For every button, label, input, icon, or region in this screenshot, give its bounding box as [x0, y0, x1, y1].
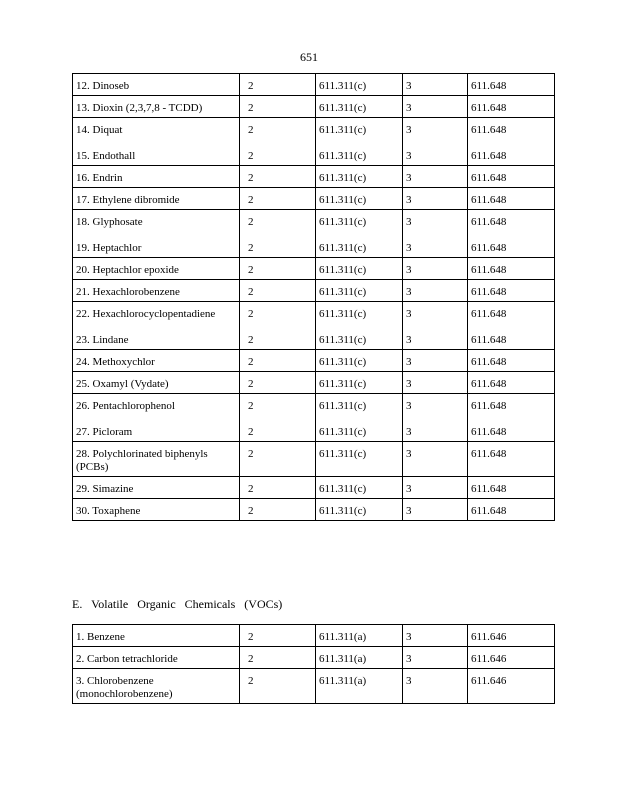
table-cell [240, 669, 316, 704]
cell-col4: 3 [406, 448, 412, 460]
cell-col4: 3 [406, 150, 412, 162]
table-cell [468, 499, 555, 521]
cell-col3: 611.311(c) [319, 505, 367, 517]
table-cell [240, 74, 316, 96]
table-cell [316, 210, 403, 258]
table-cell [403, 210, 468, 258]
table-row [73, 302, 555, 350]
table-row [73, 258, 555, 280]
cell-col4: 3 [406, 505, 412, 517]
section-e-heading: E. Volatile Organic Chemicals (VOCs) [72, 597, 283, 611]
table-cell [73, 118, 240, 166]
cell-col2: 2 [248, 356, 254, 368]
contaminant-name: 13. Dioxin (2,3,7,8 - TCDD) [76, 102, 203, 114]
cell-col4: 3 [406, 400, 412, 412]
cell-col5: 611.648 [471, 308, 507, 320]
contaminant-name: 20. Heptachlor epoxide [76, 264, 179, 276]
contaminant-table-voc [72, 624, 555, 704]
cell-col3: 611.311(c) [319, 264, 367, 276]
table-cell [316, 74, 403, 96]
contaminant-name: 22. Hexachlorocyclopentadiene [76, 308, 216, 320]
contaminant-name: 18. Glyphosate [76, 216, 143, 228]
table-row [73, 118, 555, 166]
table-cell [403, 74, 468, 96]
cell-col3: 611.311(c) [319, 308, 367, 320]
table-cell [240, 372, 316, 394]
cell-col5: 611.648 [471, 124, 507, 136]
table-row [73, 647, 555, 669]
table-cell [73, 477, 240, 499]
table-cell [73, 74, 240, 96]
cell-col3: 611.311(c) [319, 356, 367, 368]
table-row [73, 394, 555, 442]
table-cell [468, 258, 555, 280]
table-cell [468, 350, 555, 372]
table-cell [403, 188, 468, 210]
cell-col4: 3 [406, 80, 412, 92]
table-cell [73, 96, 240, 118]
table-cell [468, 280, 555, 302]
contaminant-name: 28. Polychlorinated biphenyls (PCBs) [76, 448, 208, 473]
table-cell [73, 210, 240, 258]
table-cell [468, 669, 555, 704]
table-cell [403, 499, 468, 521]
table-cell [403, 166, 468, 188]
cell-col2: 2 [248, 150, 254, 162]
table-cell [468, 96, 555, 118]
cell-col2: 2 [248, 400, 254, 412]
table-row [73, 210, 555, 258]
table-cell [316, 442, 403, 477]
cell-col2: 2 [248, 631, 254, 643]
cell-col2: 2 [248, 264, 254, 276]
contaminant-name: 1. Benzene [76, 631, 125, 643]
table-cell [316, 669, 403, 704]
table-cell [73, 258, 240, 280]
table-row [73, 372, 555, 394]
table-cell [240, 166, 316, 188]
table-cell [403, 477, 468, 499]
cell-col5: 611.648 [471, 448, 507, 460]
table-row [73, 280, 555, 302]
cell-col3: 611.311(c) [319, 124, 367, 136]
cell-col4: 3 [406, 653, 412, 665]
cell-col3: 611.311(c) [319, 80, 367, 92]
table-row [73, 350, 555, 372]
cell-col5: 611.648 [471, 264, 507, 276]
cell-col2: 2 [248, 286, 254, 298]
cell-col3: 611.311(c) [319, 172, 367, 184]
cell-col4: 3 [406, 102, 412, 114]
table-cell [240, 118, 316, 166]
table-cell [240, 96, 316, 118]
table-cell [316, 394, 403, 442]
cell-col5: 611.648 [471, 242, 507, 254]
table-cell [73, 394, 240, 442]
table-cell [403, 118, 468, 166]
contaminant-name: 21. Hexachlorobenzene [76, 286, 180, 298]
cell-col3: 611.311(c) [319, 448, 367, 460]
cell-col3: 611.311(c) [319, 242, 367, 254]
cell-col3: 611.311(c) [319, 378, 367, 390]
table-cell [468, 442, 555, 477]
contaminant-name: 12. Dinoseb [76, 80, 130, 92]
cell-col5: 611.648 [471, 172, 507, 184]
cell-col4: 3 [406, 216, 412, 228]
table-cell [468, 625, 555, 647]
table-row [73, 477, 555, 499]
cell-col3: 611.311(c) [319, 286, 367, 298]
cell-col4: 3 [406, 194, 412, 206]
cell-col5: 611.648 [471, 286, 507, 298]
contaminant-name: 3. Chlorobenzene (monochlorobenzene) [76, 675, 173, 700]
table-cell [240, 210, 316, 258]
cell-col2: 2 [248, 653, 254, 665]
table-cell [240, 394, 316, 442]
cell-col2: 2 [248, 675, 254, 687]
cell-col4: 3 [406, 308, 412, 320]
table-cell [468, 210, 555, 258]
table-cell [468, 118, 555, 166]
cell-col2: 2 [248, 194, 254, 206]
cell-col5: 611.646 [471, 631, 507, 643]
contaminant-name: 29. Simazine [76, 483, 134, 495]
table-cell [403, 372, 468, 394]
table-cell [403, 96, 468, 118]
cell-col2: 2 [248, 172, 254, 184]
table-row [73, 166, 555, 188]
contaminant-name: 14. Diquat [76, 124, 123, 136]
cell-col5: 611.648 [471, 216, 507, 228]
cell-col2: 2 [248, 80, 254, 92]
cell-col3: 611.311(c) [319, 334, 367, 346]
contaminant-name: 2. Carbon tetrachloride [76, 653, 178, 665]
cell-col5: 611.648 [471, 80, 507, 92]
contaminant-name: 25. Oxamyl (Vydate) [76, 378, 169, 390]
cell-col2: 2 [248, 334, 254, 346]
table-cell [468, 477, 555, 499]
cell-col5: 611.648 [471, 483, 507, 495]
table-row [73, 74, 555, 96]
table-cell [316, 499, 403, 521]
cell-col4: 3 [406, 356, 412, 368]
table-cell [240, 258, 316, 280]
cell-col5: 611.646 [471, 675, 507, 687]
table-cell [316, 372, 403, 394]
cell-col3: 611.311(c) [319, 426, 367, 438]
table-cell [240, 499, 316, 521]
table-cell [240, 647, 316, 669]
cell-col4: 3 [406, 675, 412, 687]
table-cell [468, 188, 555, 210]
cell-col2: 2 [248, 124, 254, 136]
contaminant-name: 17. Ethylene dibromide [76, 194, 180, 206]
table-cell [73, 442, 240, 477]
cell-col4: 3 [406, 426, 412, 438]
cell-col5: 611.648 [471, 356, 507, 368]
table-cell [240, 280, 316, 302]
cell-col2: 2 [248, 426, 254, 438]
table-cell [403, 280, 468, 302]
table-cell [73, 499, 240, 521]
cell-col3: 611.311(c) [319, 483, 367, 495]
cell-col3: 611.311(c) [319, 102, 367, 114]
table-cell [73, 350, 240, 372]
table-cell [403, 669, 468, 704]
cell-col4: 3 [406, 124, 412, 136]
table-cell [73, 302, 240, 350]
cell-col5: 611.648 [471, 378, 507, 390]
contaminant-name: 19. Heptachlor [76, 242, 142, 254]
table-cell [468, 302, 555, 350]
table-cell [468, 394, 555, 442]
table-cell [403, 350, 468, 372]
cell-col2: 2 [248, 308, 254, 320]
cell-col3: 611.311(c) [319, 216, 367, 228]
cell-col5: 611.648 [471, 102, 507, 114]
contaminant-name: 27. Picloram [76, 426, 133, 438]
table-cell [468, 74, 555, 96]
contaminant-name: 16. Endrin [76, 172, 123, 184]
cell-col3: 611.311(c) [319, 150, 367, 162]
table-cell [73, 166, 240, 188]
table-cell [73, 372, 240, 394]
table-cell [316, 625, 403, 647]
cell-col5: 611.648 [471, 150, 507, 162]
cell-col2: 2 [248, 448, 254, 460]
table-row [73, 625, 555, 647]
contaminant-name: 24. Methoxychlor [76, 356, 155, 368]
table-cell [316, 188, 403, 210]
cell-col4: 3 [406, 334, 412, 346]
cell-col2: 2 [248, 483, 254, 495]
table-cell [73, 647, 240, 669]
page-number: 651 [300, 50, 318, 64]
cell-col5: 611.648 [471, 194, 507, 206]
cell-col4: 3 [406, 378, 412, 390]
table-cell [468, 372, 555, 394]
table-row [73, 96, 555, 118]
table-cell [316, 302, 403, 350]
cell-col2: 2 [248, 242, 254, 254]
table-cell [240, 302, 316, 350]
table-cell [73, 280, 240, 302]
table-cell [316, 118, 403, 166]
contaminant-name: 15. Endothall [76, 150, 136, 162]
cell-col4: 3 [406, 242, 412, 254]
table-cell [316, 96, 403, 118]
table-cell [316, 350, 403, 372]
table-cell [240, 350, 316, 372]
cell-col3: 611.311(a) [319, 631, 367, 643]
cell-col5: 611.646 [471, 653, 507, 665]
table-cell [468, 166, 555, 188]
table-cell [240, 477, 316, 499]
table-cell [240, 188, 316, 210]
cell-col2: 2 [248, 216, 254, 228]
table-cell [316, 258, 403, 280]
cell-col4: 3 [406, 172, 412, 184]
table-cell [316, 166, 403, 188]
table-cell [403, 442, 468, 477]
table-cell [316, 280, 403, 302]
table-cell [240, 625, 316, 647]
cell-col4: 3 [406, 286, 412, 298]
cell-col2: 2 [248, 378, 254, 390]
cell-col5: 611.648 [471, 334, 507, 346]
table-cell [316, 647, 403, 669]
table-cell [403, 394, 468, 442]
cell-col5: 611.648 [471, 505, 507, 517]
table-row [73, 442, 555, 477]
table-row [73, 499, 555, 521]
contaminant-name: 30. Toxaphene [76, 505, 141, 517]
cell-col3: 611.311(c) [319, 400, 367, 412]
table-cell [403, 625, 468, 647]
cell-col3: 611.311(a) [319, 675, 367, 687]
cell-col4: 3 [406, 483, 412, 495]
table-row [73, 188, 555, 210]
cell-col2: 2 [248, 102, 254, 114]
table-row [73, 669, 555, 704]
cell-col2: 2 [248, 505, 254, 517]
table-cell [468, 647, 555, 669]
cell-col5: 611.648 [471, 426, 507, 438]
cell-col4: 3 [406, 264, 412, 276]
table-cell [316, 477, 403, 499]
contaminant-name: 23. Lindane [76, 334, 129, 346]
table-cell [403, 302, 468, 350]
table-cell [403, 258, 468, 280]
table-cell [240, 442, 316, 477]
cell-col4: 3 [406, 631, 412, 643]
table-cell [73, 188, 240, 210]
cell-col3: 611.311(c) [319, 194, 367, 206]
table-cell [73, 669, 240, 704]
table-cell [403, 647, 468, 669]
contaminant-name: 26. Pentachlorophenol [76, 400, 175, 412]
cell-col3: 611.311(a) [319, 653, 367, 665]
cell-col5: 611.648 [471, 400, 507, 412]
table-cell [73, 625, 240, 647]
contaminant-table-organic [72, 73, 555, 521]
